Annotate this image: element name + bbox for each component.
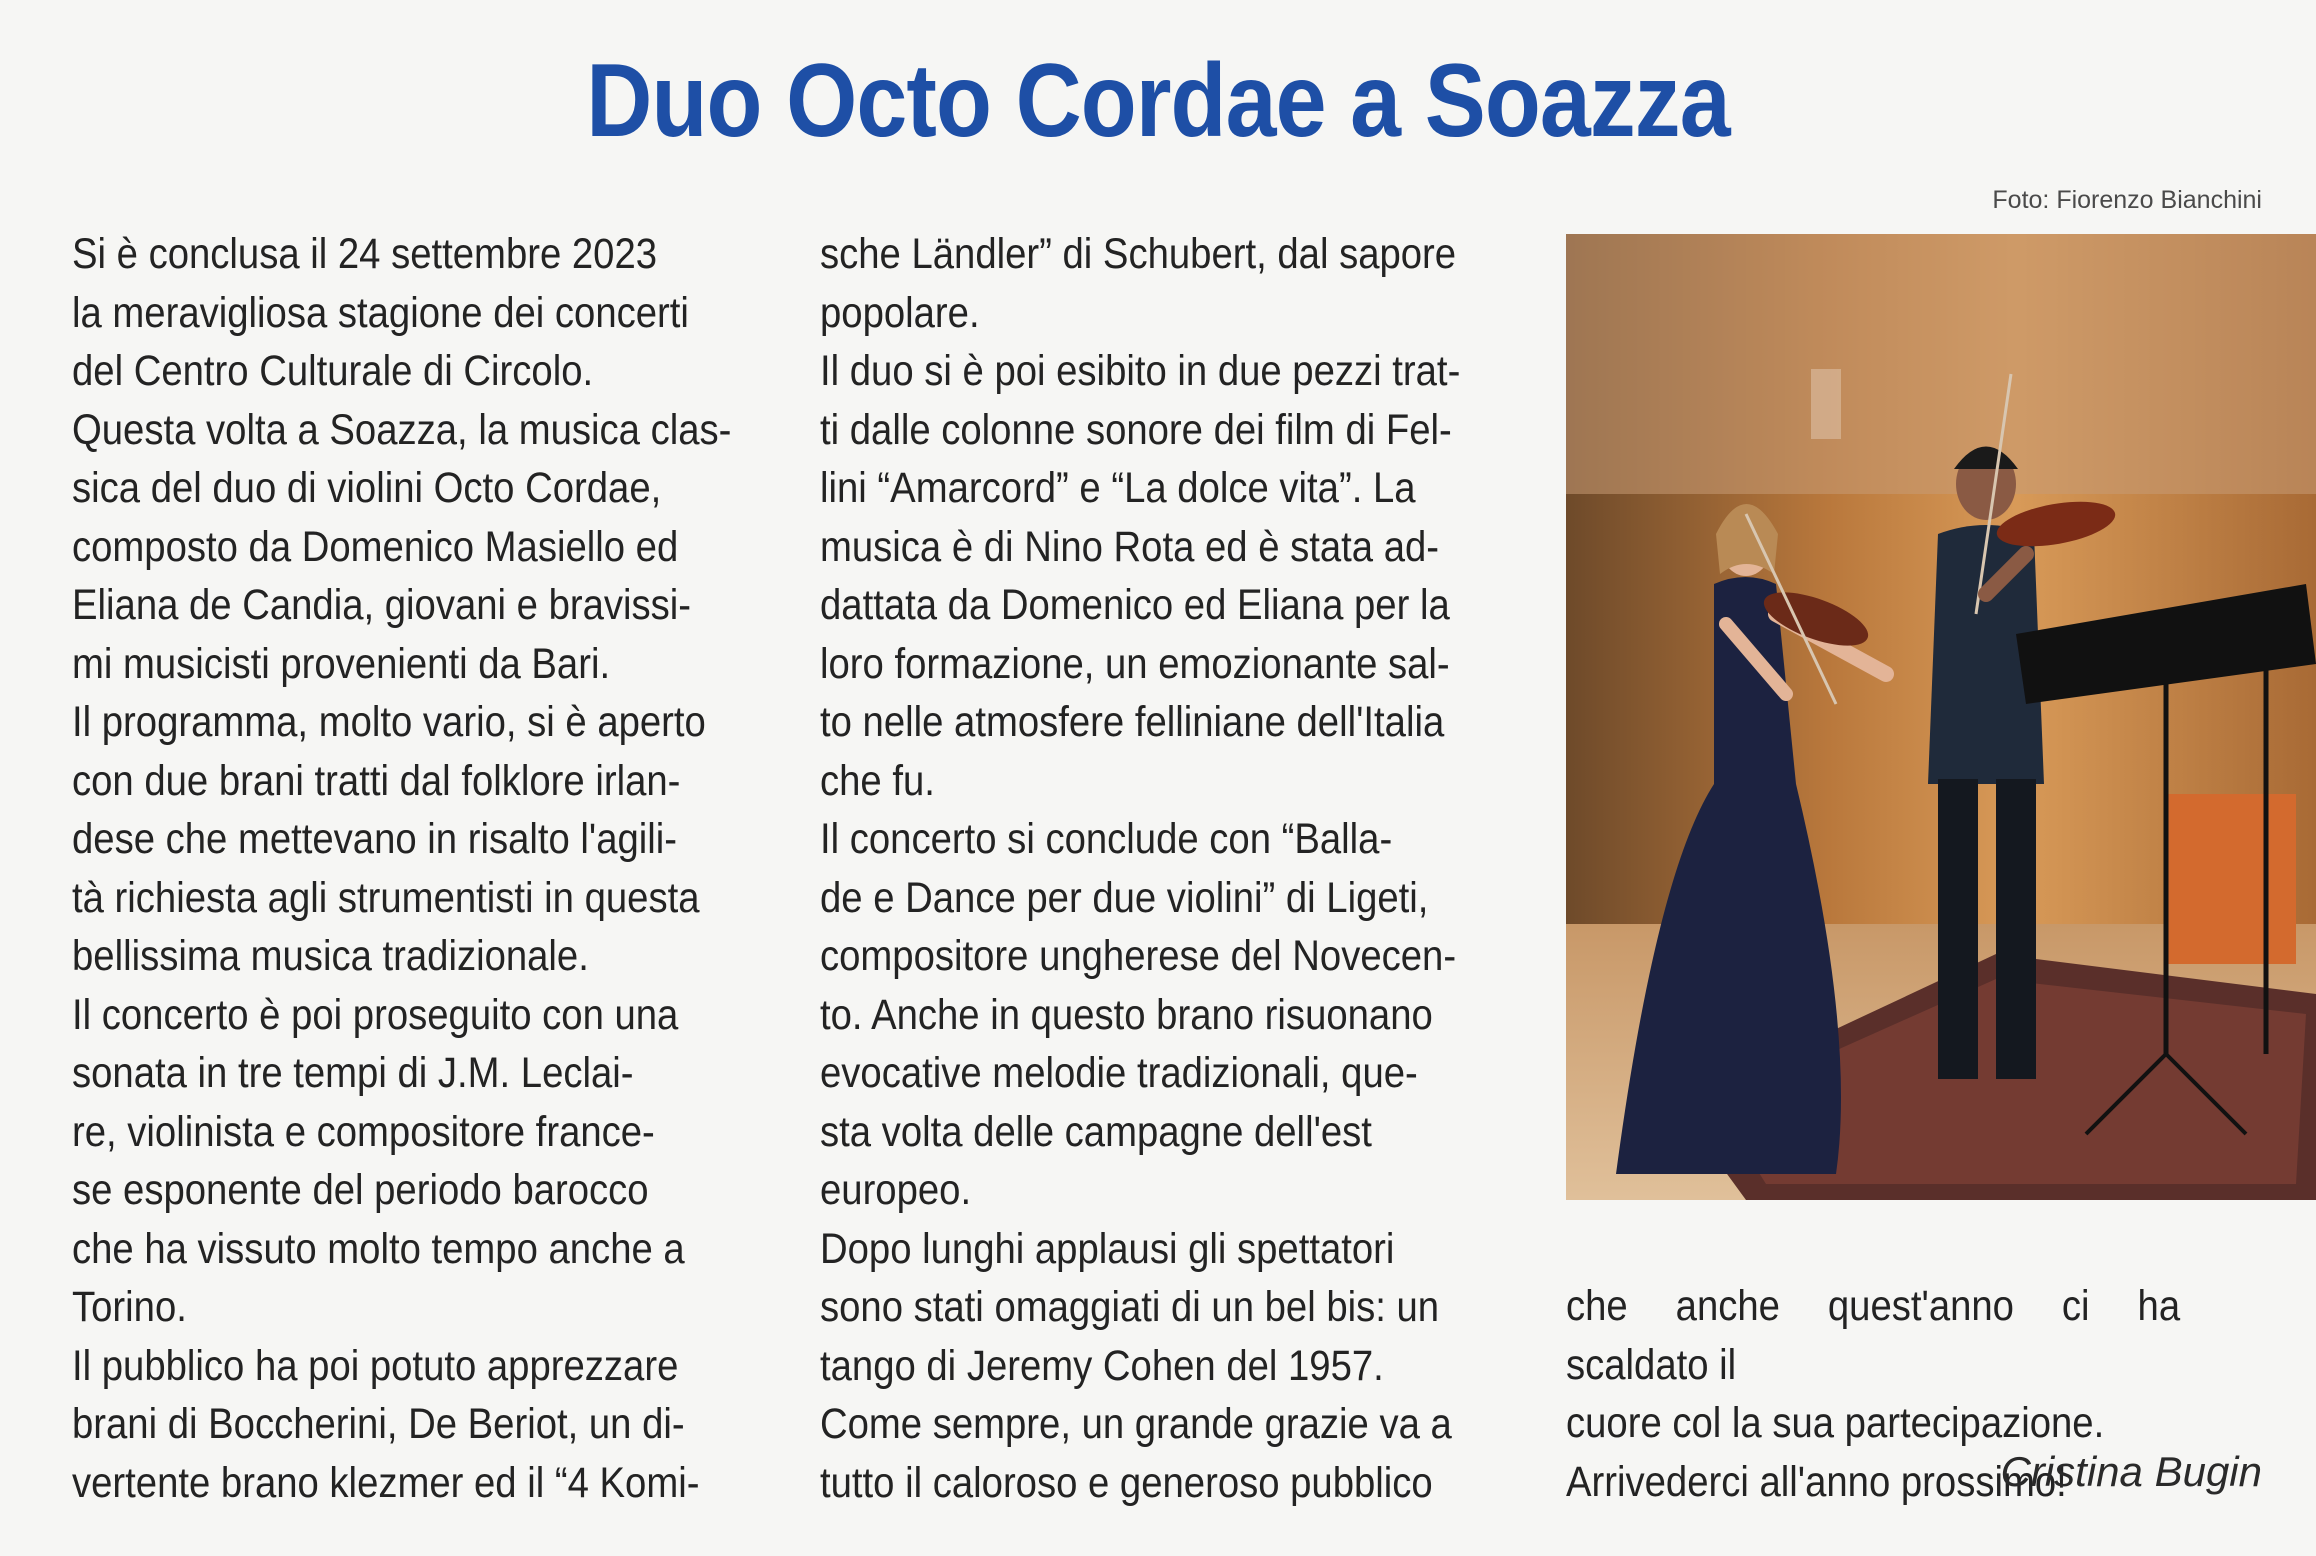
- author-signature: Cristina Bugin: [2000, 1448, 2262, 1495]
- column-1-text: Si è conclusa il 24 settembre 2023 la meravigliosa stagione dei concerti del Centro Culturale di Circolo. Questa volta a Soazza, la musica clas- sica del duo di violini Octo Cordae, composto da Domenico Masiello ed Eliana de Candia, giovani e bravissi- mi musicisti provenienti da Bari. Il programma, molto vario, si è aperto con due brani tratti dal folklore irlan- dese che mettevano in risalto l'agili- tà richiesta agli strumentisti in questa bellissima musica tradizionale. Il concerto è poi proseguito con una sonata in tre tempi di J.M. Leclai- re, violinista e compositore france- se esponente del periodo barocco che ha vissuto molto tempo anche a Torino. Il pubblico ha poi potuto apprezzare brani di Boccherini, De Beriot, un di- vertente brano klezmer ed il “4 Komi-: [72, 230, 732, 1507]
- column-3-text: che anche quest'anno ci ha scaldato il cuore col la sua partecipazione. Arrivederci all'anno prossimo!: [1566, 1282, 2181, 1506]
- photo-credit: Foto: Fiorenzo Bianchini: [1992, 186, 2262, 214]
- column-2-text: sche Ländler” di Schubert, dal sapore popolare. Il duo si è poi esibito in due pezzi trat- ti dalle colonne sonore dei film di Fel- lini “Amarcord” e “La dolce vita”. La musica è di Nino Rota ed è stata ad- dattata da Domenico ed Eliana per la loro formazione, un emozionante sal- to nelle atmosfere felliniane dell'Italia che fu. Il concerto si conclude con “Balla- de e Dance per due violini” di Ligeti, compositore ungherese del Novecen- to. Anche in questo brano risuonano evocative melodie tradizionali, que- sta volta delle campagne dell'est europeo. Dopo lunghi applausi gli spettatori sono stati omaggiati di un bel bis: un tango di Jeremy Cohen del 1957. Come sempre, un grande grazie va a tutto il caloroso e generoso pubblico: [820, 230, 1461, 1507]
- article-title: Duo Octo Cordae a Soazza: [586, 43, 1730, 159]
- article-column-2: [820, 225, 1505, 1512]
- concert-photo-icon: [1566, 234, 2316, 1200]
- article-column-1: [72, 225, 775, 1512]
- concert-photo: [1566, 234, 2316, 1200]
